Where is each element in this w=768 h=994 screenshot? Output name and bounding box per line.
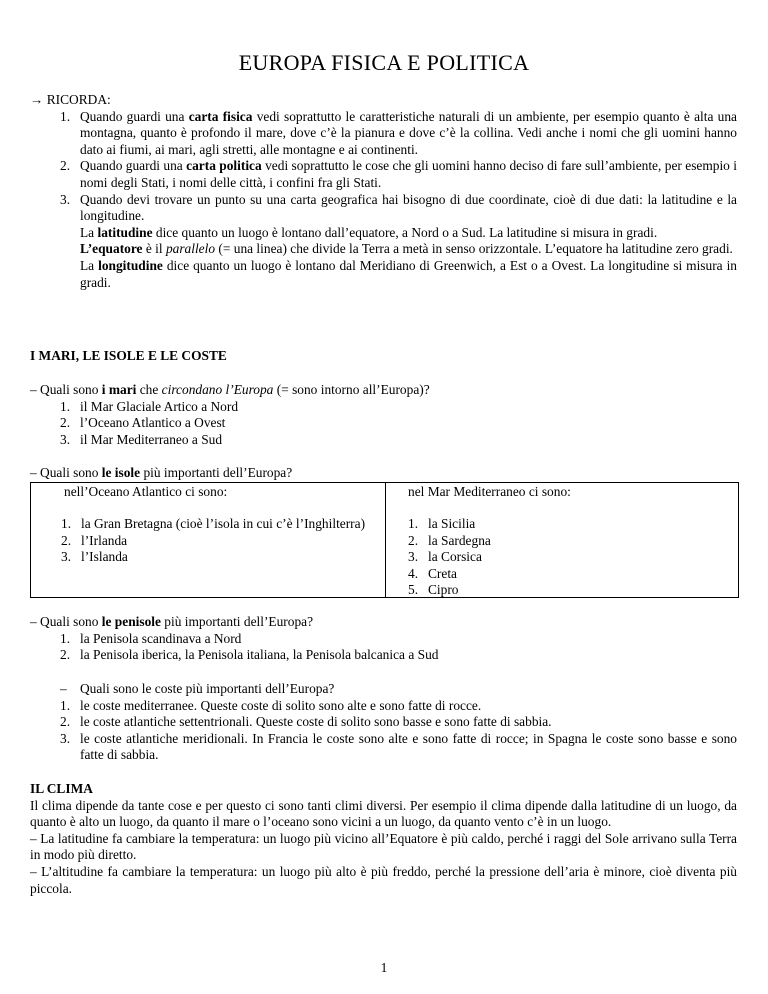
paragraph: – La latitudine fa cambiare la temperatura: un luogo più vicino all’Equatore è più caldo, perché i raggi del Sole arrivano sulla Terra in modo più diretto. — [30, 830, 737, 863]
list-item: 1. la Sicilia — [408, 516, 476, 531]
section-heading-mari: I MARI, LE ISOLE E LE COSTE — [30, 348, 227, 363]
list-item: 3. l’Islanda — [61, 549, 128, 565]
paragraph: Il clima dipende da tante cose e per questo ci sono tanti climi diversi. Per esempio il clima dipende dalla latitudine di un luogo, da quanto è alto un luogo, da quanto il mare o l’oceano sono vicini a un luogo, da quanto vento c’è in un luogo. — [30, 797, 737, 830]
ricorda-section — [30, 92, 737, 291]
page-title: EUROPA FISICA E POLITICA — [238, 50, 530, 75]
section-heading-clima: IL CLIMA — [30, 781, 93, 796]
list-item: 4. Creta — [408, 565, 457, 581]
list-item: 3. il Mar Mediterraneo a Sud — [60, 431, 223, 447]
question-penisole: – Quali sono le penisole più importanti dell’Europa? — [30, 614, 314, 629]
isole-table — [30, 482, 739, 598]
list-item: 2. la Penisola iberica, la Penisola italiana, la Penisola balcanica a Sud — [60, 647, 439, 663]
atlantico-cell — [31, 483, 386, 598]
equatore-definition: L’equatore è il parallelo (= una linea) che divide la Terra a metà in senso orizzontale. L’equatore ha latitudine zero gradi. — [80, 241, 733, 257]
ricorda-label: → RICORDA: — [30, 92, 111, 107]
question-mari: – Quali sono i mari che circondano l’Europa (= sono intorno all’Europa)? — [30, 382, 430, 397]
list-item: 1. le coste mediterranee. Queste coste di solito sono alte e sono fatte di rocce. — [60, 697, 482, 713]
list-item: 1. Quando guardi una carta fisica vedi soprattutto le caratteristiche naturali di un ambiente, per esempio quanto è alta una montagna, quanto è profondo il mare, dove c’è la pianura e dove c’è la collina. Vedi anche i nomi che gli uomini hanno dato ai fiumi, ai mari, agli stretti, alle montagne e ai continenti. — [60, 108, 737, 157]
latitudine-definition: La latitudine dice quanto un luogo è lontano dall’equatore, a Nord o a Sud. La latitudine si misura in gradi. — [80, 224, 658, 240]
list-item: 3. Quando devi trovare un punto su una carta geografica hai bisogno di due coordinate, cioè di due dati: la latitudine e la longitudine. — [60, 191, 737, 224]
list-item: 2. l’Oceano Atlantico a Ovest — [60, 415, 226, 431]
paragraph: – L’altitudine fa cambiare la temperatura: un luogo più alto è più freddo, perché la pressione dell’aria è minore, cioè diventa più piccola. — [30, 863, 737, 896]
coste-list — [30, 681, 737, 764]
atlantico-header: nell’Oceano Atlantico ci sono: — [64, 484, 228, 499]
mediterraneo-header: nel Mar Mediterraneo ci sono: — [408, 484, 571, 499]
list-item: 5. Cipro — [408, 582, 459, 598]
list-item: 1. il Mar Glaciale Artico a Nord — [60, 398, 239, 414]
term-carta-politica: carta politica — [186, 158, 262, 174]
mari-list — [30, 382, 737, 448]
list-item: 1. la Penisola scandinava a Nord — [60, 630, 242, 646]
question-coste: – Quali sono le coste più importanti dell’Europa? — [60, 681, 335, 696]
list-item: 1. la Gran Bretagna (cioè l’isola in cui c’è l’Inghilterra) — [61, 516, 366, 531]
mediterraneo-cell — [386, 483, 739, 598]
list-item: 2. l’Irlanda — [61, 532, 128, 548]
longitudine-definition: La longitudine dice quanto un luogo è lontano dal Meridiano di Greenwich, a Est o a Ovest. La longitudine si misura in gradi. — [80, 257, 737, 290]
list-item: 2. le coste atlantiche settentrionali. Queste coste di solito sono basse e sono fatte di sabbia. — [60, 714, 552, 730]
penisole-list — [30, 614, 737, 664]
list-item: 3. la Corsica — [408, 549, 482, 565]
question-isole: – Quali sono le isole più importanti dell’Europa? — [30, 465, 293, 480]
term-carta-fisica: carta fisica — [188, 108, 253, 124]
list-item: 2. la Sardegna — [408, 532, 491, 548]
list-item: 3. le coste atlantiche meridionali. In Francia le coste sono alte e sono fatte di rocce; in Spagna le coste sono basse e sono fatte di sabbia. — [60, 730, 737, 763]
page-number: 1 — [380, 960, 388, 975]
list-item: 2. Quando guardi una carta politica vedi soprattutto le cose che gli uomini hanno deciso di fare sull’ambiente, per esempio i nomi degli Stati, i nomi delle città, i confini fra gli Stati. — [60, 158, 737, 190]
clima-section — [30, 781, 737, 897]
